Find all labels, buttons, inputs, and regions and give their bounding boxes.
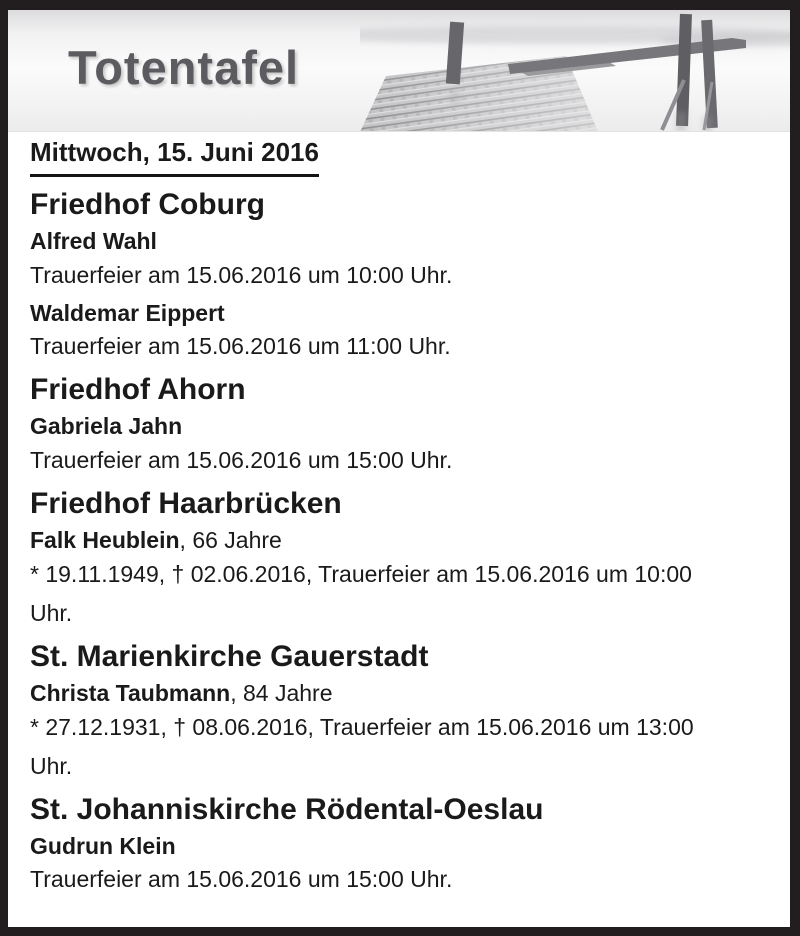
- cemetery-section: [30, 639, 754, 786]
- obituary-entry: [30, 299, 754, 367]
- notices: [8, 132, 790, 899]
- entry-detail-line: Uhr.: [30, 599, 73, 626]
- deceased-name-line: [30, 412, 754, 441]
- entry-detail-line: Trauerfeier am 15.06.2016 um 10:00 Uhr.: [30, 261, 453, 288]
- entry-details: [30, 441, 754, 480]
- cemetery-name: Friedhof Haarbrücken: [30, 487, 342, 521]
- obituary-entry: [30, 412, 754, 480]
- entry-detail-line: * 19.11.1949, † 02.06.2016, Trauerfeier am 15.06.2016 um 10:00: [30, 560, 692, 587]
- entry-detail-line: * 27.12.1931, † 08.06.2016, Trauerfeier am 15.06.2016 um 13:00: [30, 713, 694, 740]
- entry-list: [30, 832, 754, 900]
- date-heading: Mittwoch, 15. Juni 2016: [30, 138, 319, 177]
- entry-details: [30, 708, 754, 786]
- entry-details: [30, 555, 754, 633]
- cemetery-section: [30, 486, 754, 633]
- deceased-name: Alfred Wahl: [30, 227, 157, 254]
- cemetery-name: Friedhof Coburg: [30, 187, 265, 221]
- entry-detail-line: Trauerfeier am 15.06.2016 um 15:00 Uhr.: [30, 866, 453, 893]
- entry-details: [30, 256, 754, 295]
- entry-details: [30, 860, 754, 899]
- cemetery-section: [30, 372, 754, 480]
- cemetery-name: St. Johanniskirche Rödental-Oeslau: [30, 792, 544, 826]
- obituary-entry: [30, 832, 754, 900]
- entry-detail-line: Trauerfeier am 15.06.2016 um 15:00 Uhr.: [30, 447, 453, 474]
- entry-list: [30, 679, 754, 786]
- entry-list: [30, 227, 754, 367]
- cemetery-section: [30, 187, 754, 367]
- deceased-name: Waldemar Eippert: [30, 299, 225, 326]
- cemetery-section: [30, 792, 754, 900]
- deceased-name-line: [30, 227, 754, 256]
- page-title: Totentafel: [68, 41, 300, 94]
- obituary-entry: [30, 679, 754, 786]
- masthead: [8, 10, 790, 132]
- deceased-name: Gudrun Klein: [30, 832, 176, 859]
- deceased-name: Gabriela Jahn: [30, 413, 183, 440]
- obituary-entry: [30, 227, 754, 295]
- cemetery-name: Friedhof Ahorn: [30, 373, 246, 407]
- entry-list: [30, 412, 754, 480]
- deceased-name-line: [30, 679, 754, 708]
- deceased-name-line: [30, 299, 754, 328]
- deceased-name: Falk Heublein: [30, 527, 180, 554]
- entry-list: [30, 526, 754, 633]
- cemetery-name: St. Marienkirche Gauerstadt: [30, 639, 429, 673]
- deceased-name-line: [30, 832, 754, 861]
- obituary-entry: [30, 526, 754, 633]
- pier-photo: [360, 10, 790, 132]
- entry-details: [30, 327, 754, 366]
- deceased-name: Christa Taubmann: [30, 679, 231, 706]
- deceased-name-line: [30, 526, 754, 555]
- deceased-age: , 66 Jahre: [179, 527, 282, 554]
- deceased-age: , 84 Jahre: [230, 679, 333, 706]
- entry-detail-line: Uhr.: [30, 752, 73, 779]
- entry-detail-line: Trauerfeier am 15.06.2016 um 11:00 Uhr.: [30, 333, 451, 360]
